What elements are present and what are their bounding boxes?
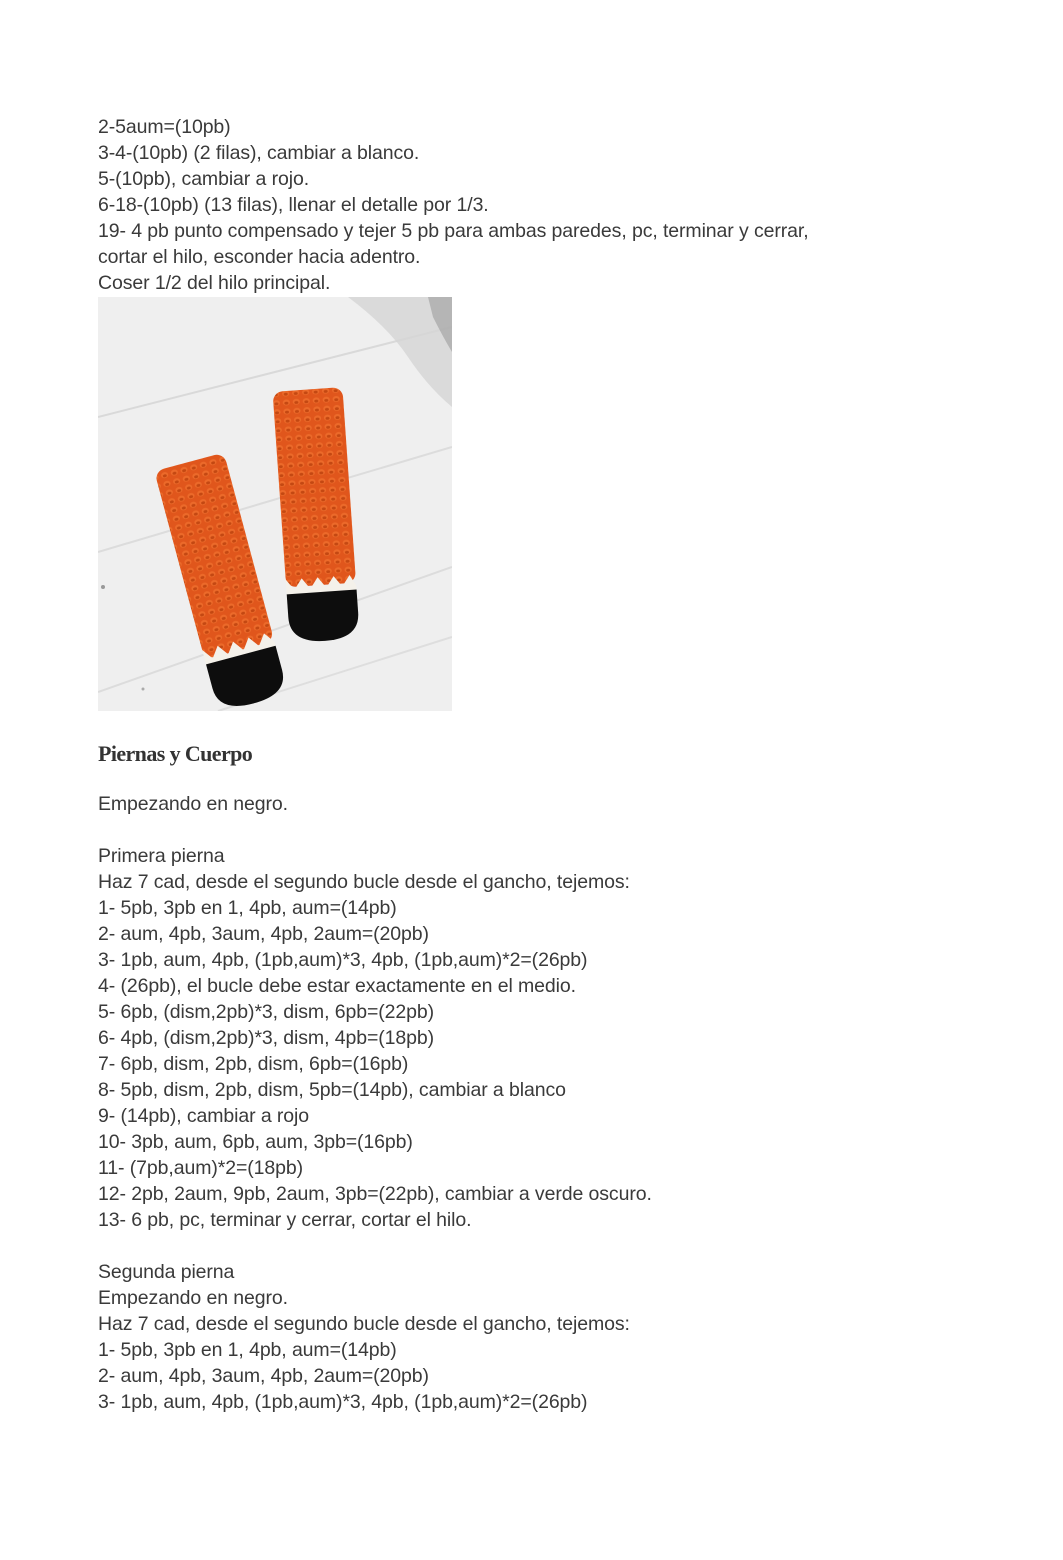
instruction: Haz 7 cad, desde el segundo bucle desde el gancho, tejemos: (98, 1313, 630, 1335)
pattern-row: 6-18-(10pb) (13 filas), llenar el detalle por 1/3. (98, 194, 489, 216)
pattern-row: 1- 5pb, 3pb en 1, 4pb, aum=(14pb) (98, 897, 397, 919)
section-title: Piernas y Cuerpo (98, 741, 253, 766)
pattern-row: 3- 1pb, aum, 4pb, (1pb,aum)*3, 4pb, (1pb,aum)*2=(26pb) (98, 949, 588, 971)
pattern-row: 4- (26pb), el bucle debe estar exactamente en el medio. (98, 975, 576, 997)
section-intro: Empezando en negro. (98, 793, 288, 815)
pattern-row: 1- 5pb, 3pb en 1, 4pb, aum=(14pb) (98, 1339, 397, 1361)
pattern-row: 2- aum, 4pb, 3aum, 4pb, 2aum=(20pb) (98, 923, 429, 945)
crochet-legs-photo (98, 297, 452, 711)
sewing-note: Coser 1/2 del hilo principal. (98, 272, 331, 294)
subsection-title: Primera pierna (98, 845, 225, 867)
pattern-row: 11- (7pb,aum)*2=(18pb) (98, 1157, 304, 1179)
pattern-row: 2- aum, 4pb, 3aum, 4pb, 2aum=(20pb) (98, 1365, 429, 1387)
pattern-row: 9- (14pb), cambiar a rojo (98, 1105, 310, 1127)
crochet-legs-illustration (98, 297, 452, 711)
pattern-row: 6- 4pb, (dism,2pb)*3, dism, 4pb=(18pb) (98, 1027, 435, 1049)
previous-pattern-rows (98, 114, 978, 296)
pattern-row: 8- 5pb, dism, 2pb, dism, 5pb=(14pb), cambiar a blanco (98, 1079, 566, 1101)
pattern-row: 19- 4 pb punto compensado y tejer 5 pb para ambas paredes, pc, terminar y cerrar, (98, 220, 809, 242)
pattern-row: 2-5aum=(10pb) (98, 116, 231, 138)
subsection-title: Segunda pierna (98, 1261, 235, 1283)
pattern-row: 3- 1pb, aum, 4pb, (1pb,aum)*3, 4pb, (1pb,aum)*2=(26pb) (98, 1391, 588, 1413)
instruction: Haz 7 cad, desde el segundo bucle desde el gancho, tejemos: (98, 871, 630, 893)
pattern-row-continued: cortar el hilo, esconder hacia adentro. (98, 246, 421, 268)
pattern-row: 13- 6 pb, pc, terminar y cerrar, cortar el hilo. (98, 1209, 472, 1231)
pattern-row: 5-(10pb), cambiar a rojo. (98, 168, 310, 190)
pattern-row: 3-4-(10pb) (2 filas), cambiar a blanco. (98, 142, 420, 164)
section-intro: Empezando en negro. (98, 1287, 288, 1309)
pattern-row: 7- 6pb, dism, 2pb, dism, 6pb=(16pb) (98, 1053, 409, 1075)
pattern-row: 10- 3pb, aum, 6pb, aum, 3pb=(16pb) (98, 1131, 413, 1153)
document-page (98, 114, 978, 1415)
pattern-row: 5- 6pb, (dism,2pb)*3, dism, 6pb=(22pb) (98, 1001, 435, 1023)
pattern-row: 12- 2pb, 2aum, 9pb, 2aum, 3pb=(22pb), cambiar a verde oscuro. (98, 1183, 652, 1205)
first-leg-section (98, 843, 978, 1233)
second-leg-section (98, 1259, 978, 1415)
